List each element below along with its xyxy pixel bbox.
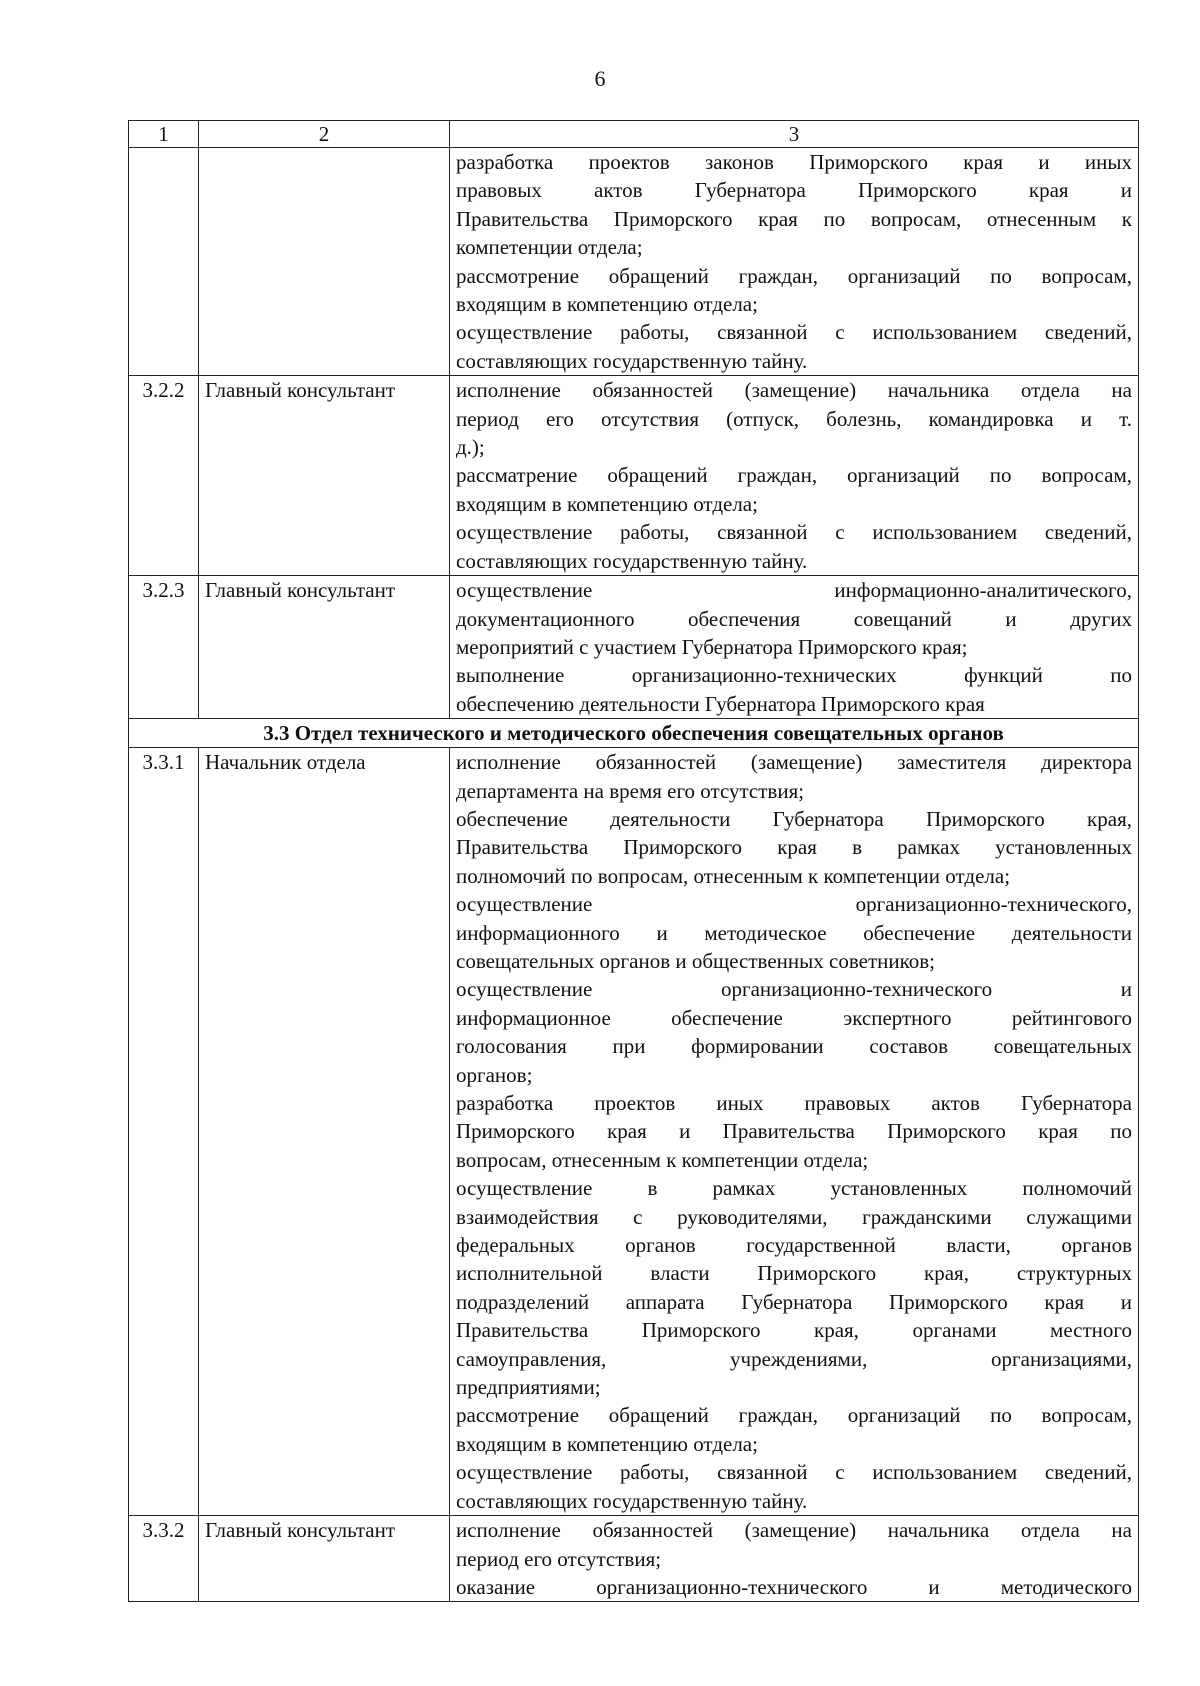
duty-text-line: осуществление информационно-аналитического, xyxy=(456,578,1132,603)
duty-text-line: Приморского края и Правительства Приморского края по xyxy=(456,1119,1132,1144)
duty-text-line: правовых актов Губернатора Приморского края и xyxy=(456,178,1132,203)
duty-text-line: федеральных органов государственной власти, органов xyxy=(456,1233,1132,1258)
position-title: Главный консультант xyxy=(199,576,450,719)
position-number: 3.2.2 xyxy=(129,376,199,576)
duties-table xyxy=(128,120,1139,1602)
table-row xyxy=(129,748,1139,1516)
position-title: Главный консультант xyxy=(199,376,450,576)
position-number xyxy=(129,148,199,376)
duties-cell xyxy=(450,1516,1139,1602)
duty-text-line: входящим в компетенцию отдела; xyxy=(456,292,758,317)
duty-text-line: осуществление работы, связанной с использованием сведений, xyxy=(456,1460,1132,1485)
section-title: 3.3 Отдел технического и методического обеспечения совещательных органов xyxy=(129,719,1139,748)
duty-text-line: рассматрение обращений граждан, организаций по вопросам, xyxy=(456,463,1132,488)
duty-text-line: оказание организационно-технического и методического xyxy=(456,1574,1132,1599)
duty-text-line: обеспечение деятельности Губернатора Приморского края, xyxy=(456,806,1132,831)
section-heading-row xyxy=(129,719,1139,748)
duty-text-line: информационного и методическое обеспечение деятельности xyxy=(456,920,1132,945)
duty-text-line: исполнение обязанностей (замещение) заместителя директора xyxy=(456,750,1132,775)
duty-text-line: входящим в компетенцию отдела; xyxy=(456,491,758,516)
position-number: 3.3.2 xyxy=(129,1516,199,1602)
duty-text-line: исполнение обязанностей (замещение) начальника отдела на xyxy=(456,378,1132,403)
duty-text-line: предприятиями; xyxy=(456,1375,601,1400)
duty-text-line: обеспечению деятельности Губернатора Приморского края xyxy=(456,691,985,716)
duty-text-line: осуществление организационно-технического и xyxy=(456,977,1132,1002)
duty-text-line: самоуправления, учреждениями, организациями, xyxy=(456,1346,1132,1371)
duty-text-line: информационное обеспечение экспертного рейтингового xyxy=(456,1005,1132,1030)
table-header-row xyxy=(129,121,1139,148)
duty-text-line: разработка проектов законов Приморского края и иных xyxy=(456,150,1132,174)
duty-text-line: подразделений аппарата Губернатора Приморского края и xyxy=(456,1289,1132,1314)
duty-text-line: осуществление работы, связанной с использованием сведений, xyxy=(456,320,1132,345)
duty-text-line: исполнение обязанностей (замещение) начальника отдела на xyxy=(456,1518,1132,1543)
duties-cell xyxy=(450,148,1139,376)
duty-text-line: д.); xyxy=(456,435,485,460)
duty-text-line: вопросам, отнесенным к компетенции отдела; xyxy=(456,1147,869,1172)
duties-cell xyxy=(450,748,1139,1516)
position-number: 3.2.3 xyxy=(129,576,199,719)
duties-cell xyxy=(450,376,1139,576)
duty-text-line: исполнительной власти Приморского края, структурных xyxy=(456,1261,1132,1286)
duty-text-line: осуществление организационно-технического, xyxy=(456,892,1132,917)
duty-text-line: период его отсутствия; xyxy=(456,1546,662,1571)
duty-text-line: период его отсутствия (отпуск, болезнь, командировка и т. xyxy=(456,406,1132,431)
duty-text-line: полномочий по вопросам, отнесенным к компетенции отдела; xyxy=(456,863,1011,888)
table-row xyxy=(129,1516,1139,1602)
duty-text-line: осуществление в рамках установленных полномочий xyxy=(456,1176,1132,1201)
position-title xyxy=(199,148,450,376)
duty-text-line: разработка проектов иных правовых актов Губернатора xyxy=(456,1091,1132,1115)
table-row xyxy=(129,148,1139,376)
duties-cell xyxy=(450,576,1139,719)
duty-text-line: Правительства Приморского края, органами местного xyxy=(456,1318,1132,1343)
duty-text-line: осуществление работы, связанной с использованием сведений, xyxy=(456,520,1132,545)
page-number: 6 xyxy=(594,66,606,91)
table-row xyxy=(129,576,1139,719)
duty-text-line: выполнение организационно-технических функций по xyxy=(456,663,1132,688)
duty-text-line: документационного обеспечения совещаний и других xyxy=(456,606,1132,631)
duty-text-line: голосования при формировании составов совещательных xyxy=(456,1034,1132,1059)
column-header-1: 1 xyxy=(129,121,199,148)
duties-table-body xyxy=(129,121,1139,1602)
duty-text-line: мероприятий с участием Губернатора Приморского края; xyxy=(456,634,968,659)
duty-text-line: составляющих государственную тайну. xyxy=(456,548,808,573)
duty-text-line: департамента на время его отсутствия; xyxy=(456,778,805,803)
duty-text-line: органов; xyxy=(456,1062,533,1087)
position-title: Главный консультант xyxy=(199,1516,450,1602)
column-header-3: 3 xyxy=(450,121,1139,148)
column-header-2: 2 xyxy=(199,121,450,148)
duty-text-line: компетенции отдела; xyxy=(456,235,643,260)
position-number: 3.3.1 xyxy=(129,748,199,1516)
table-row xyxy=(129,376,1139,576)
position-title: Начальник отдела xyxy=(199,748,450,1516)
duty-text-line: Правительства Приморского края по вопросам, отнесенным к xyxy=(456,206,1132,231)
duty-text-line: рассмотрение обращений граждан, организаций по вопросам, xyxy=(456,263,1132,288)
duty-text-line: составляющих государственную тайну. xyxy=(456,348,808,373)
duty-text-line: Правительства Приморского края в рамках установленных xyxy=(456,835,1132,860)
duty-text-line: рассмотрение обращений граждан, организаций по вопросам, xyxy=(456,1403,1132,1428)
duty-text-line: совещательных органов и общественных советников; xyxy=(456,948,935,973)
duty-text-line: составляющих государственную тайну. xyxy=(456,1488,808,1513)
duty-text-line: взаимодействия с руководителями, гражданскими служащими xyxy=(456,1204,1132,1229)
duty-text-line: входящим в компетенцию отдела; xyxy=(456,1431,758,1456)
